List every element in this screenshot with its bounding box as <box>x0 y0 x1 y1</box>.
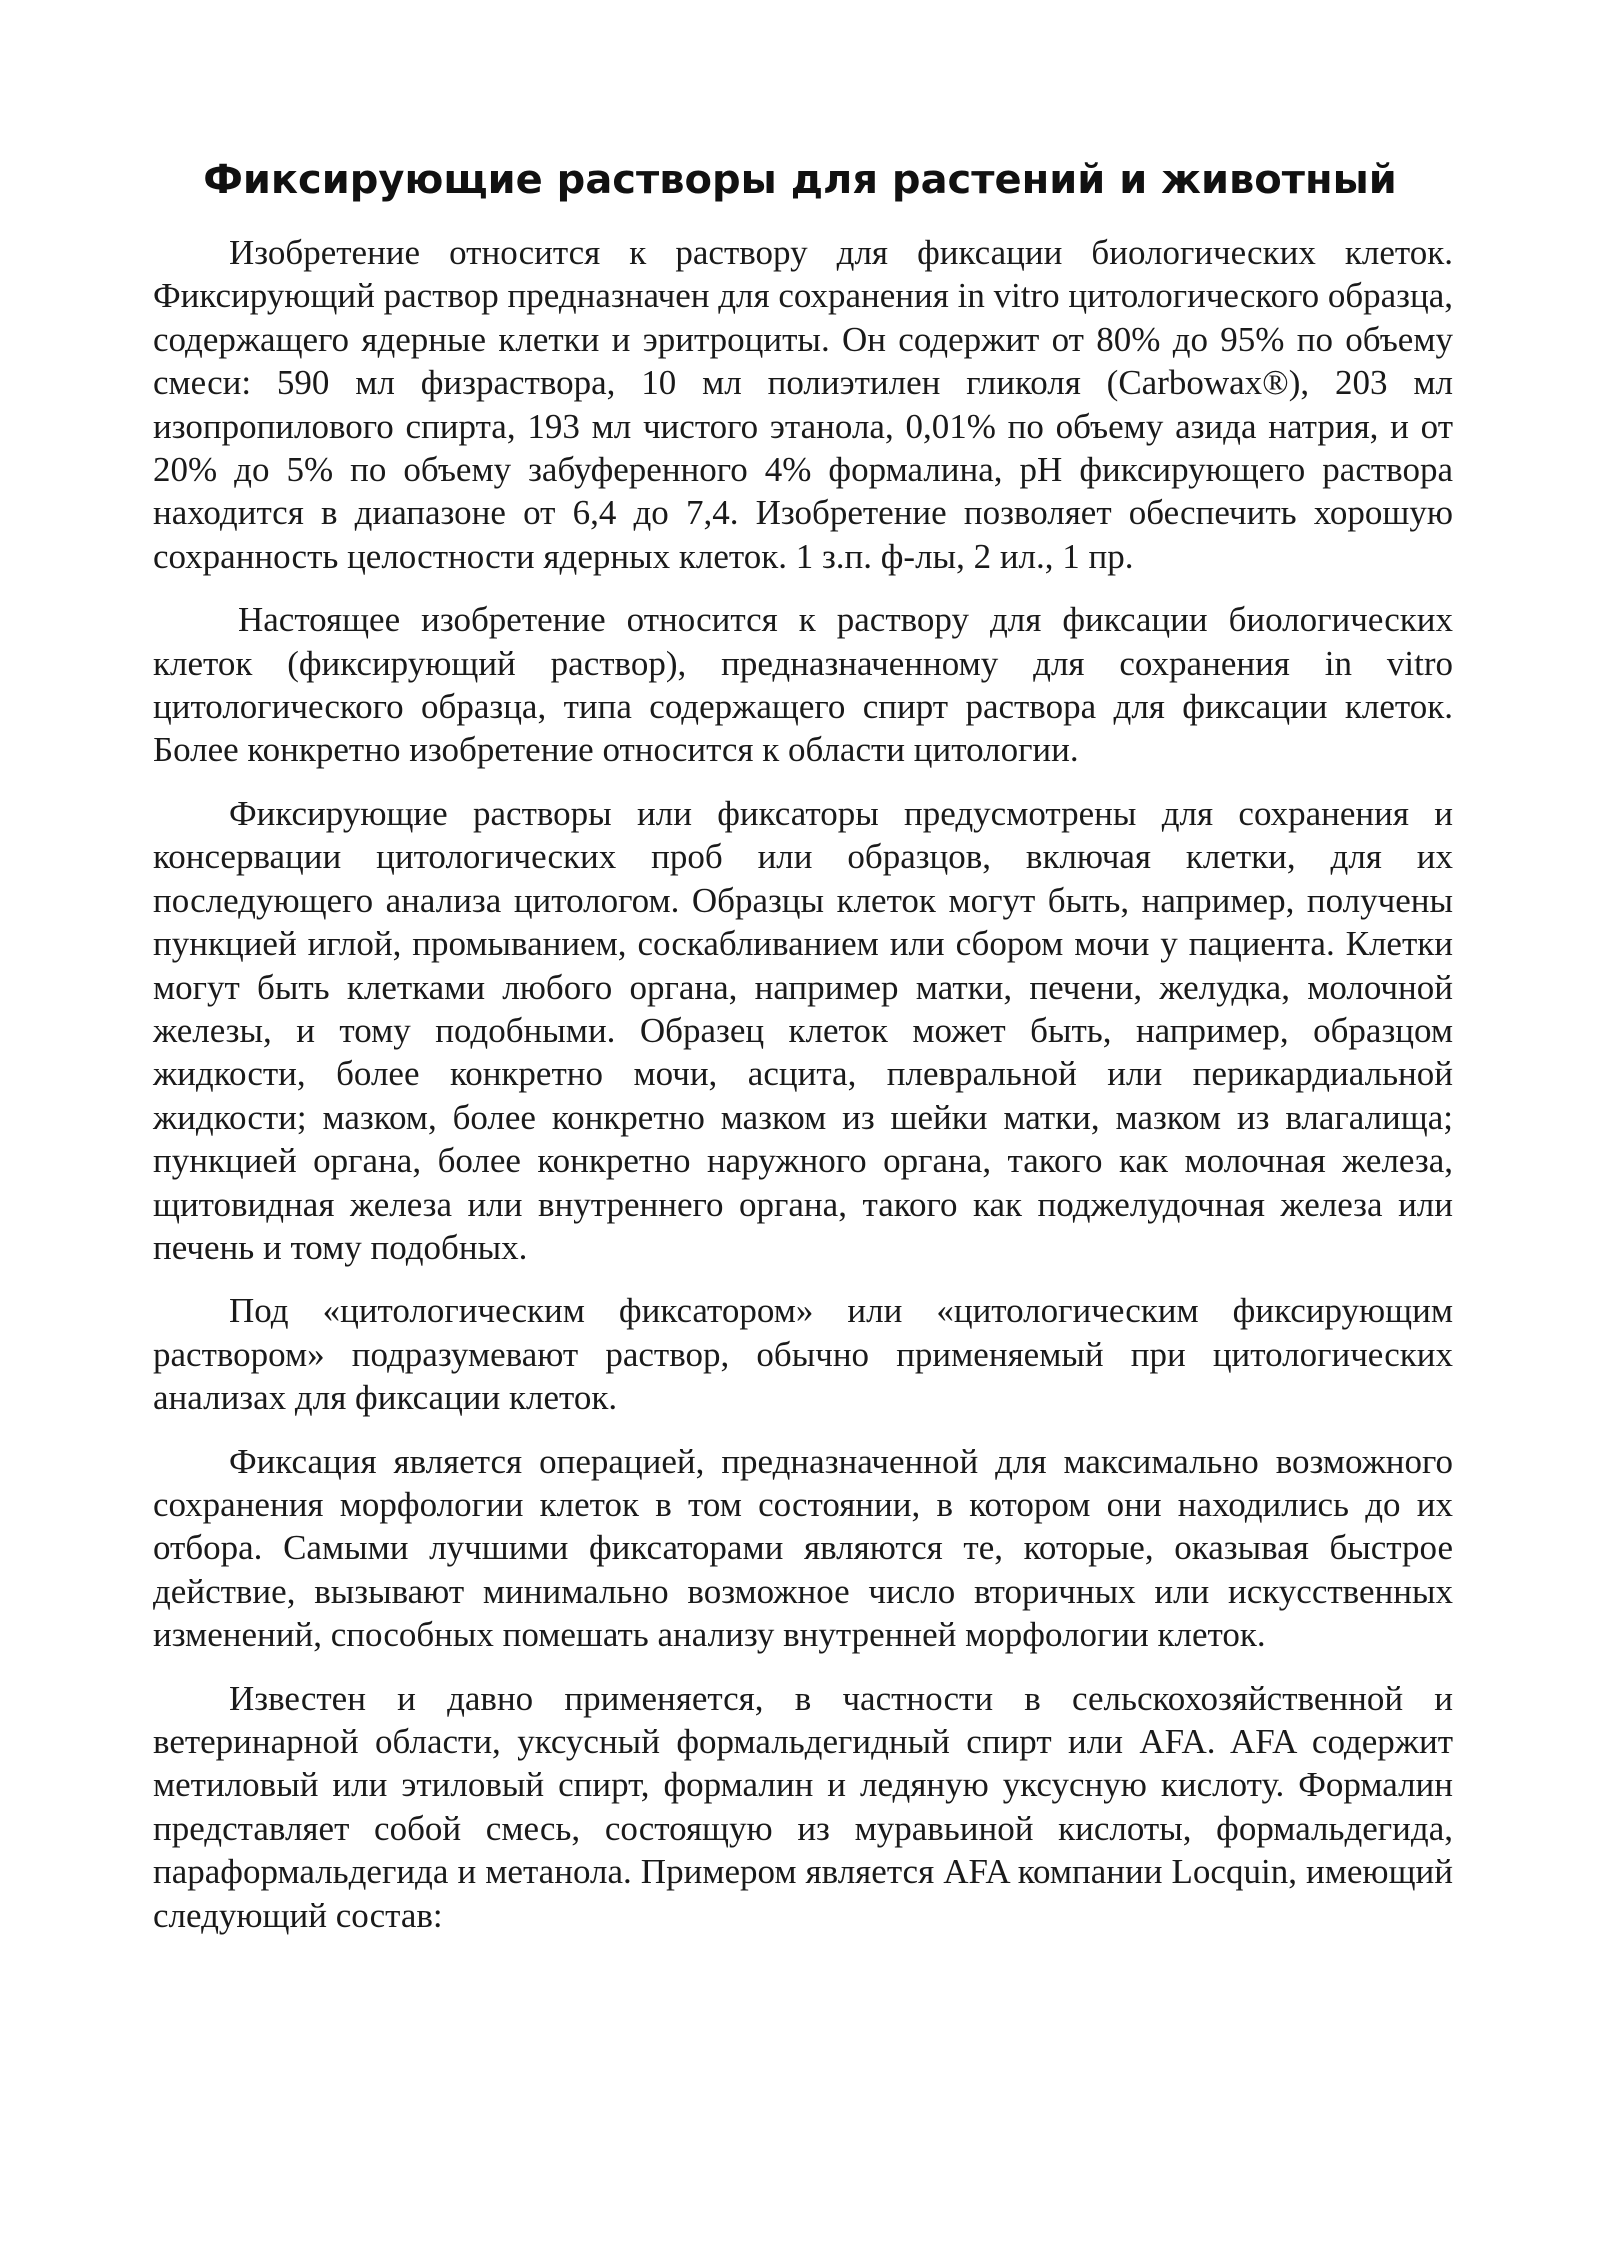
document-title: Фиксирующие растворы для растений и животный <box>203 157 1397 203</box>
paragraph-afa: Известен и давно применяется, в частности в сельскохозяйственной и ветеринарной области, уксусный формальдегидный спирт или AFA. AFA содержит метиловый или этиловый спирт, формалин и ледяную уксусную кислоту. Формалин представляет собой смесь, состоящую из муравьиной кислоты, формальдегида, параформальдегида и метанола. Примером является AFA компании Locquin, имеющий следующий состав: <box>153 1678 1453 1935</box>
paragraph-abstract: Изобретение относится к раствору для фиксации биологических клеток. Фиксирующий раствор предназначен для сохранения in vitro цитологического образца, содержащего ядерные клетки и эритроциты. Он содержит от 80% до 95% по объему смеси: 590 мл физраствора, 10 мл полиэтилен гликоля (Carbowax®), 203 мл изопропилового спирта, 193 мл чистого этанола, 0,01% по объему азида натрия, и от 20% до 5% по объему забуференного 4% формалина, pH фиксирующего раствора находится в диапазоне от 6,4 до 7,4. Изобретение позволяет обеспечить хорошую сохранность целостности ядерных клеток. 1 з.п. ф-лы, 2 ил., 1 пр. <box>153 233 1454 576</box>
paragraph-fixatives-purpose: Фиксирующие растворы или фиксаторы предусмотрены для сохранения и консервации цитологических проб или образцов, включая клетки, для их последующего анализа цитологом. Образцы клеток могут быть, например, получены пункцией иглой, промыванием, соскабливанием или сбором мочи у пациента. Клетки могут быть клетками любого органа, например матки, печени, желудка, молочной железы, и тому подобными. Образец клеток может быть, например, образцом жидкости, более конкретно мочи, асцита, плевральной или перикардиальной жидкости; мазком, более конкретно мазком из шейки матки, мазком из влагалища; пункцией органа, более конкретно наружного органа, такого как молочная железа, щитовидная железа или внутреннего органа, такого как поджелудочная железа или печень и тому подобных. <box>153 793 1453 1267</box>
document-body <box>153 231 1453 1957</box>
paragraph-field: Настоящее изобретение относится к раствору для фиксации биологических клеток (фиксирующий раствор), предназначенному для сохранения in vitro цитологического образца, типа содержащего спирт раствора для фиксации клеток. Более конкретно изобретение относится к области цитологии. <box>153 600 1453 770</box>
paragraph-definition: Под «цитологическим фиксатором» или «цитологическим фиксирующим раствором» подразумевают раствор, обычно применяемый при цитологических анализах для фиксации клеток. <box>153 1291 1453 1418</box>
paragraph-fixation: Фиксация является операцией, предназначенной для максимально возможного сохранения морфологии клеток в том состоянии, в котором они находились до их отбора. Самыми лучшими фиксаторами являются те, которые, оказывая быстрое действие, вызывают минимально возможное число вторичных или искусственных изменений, способных помешать анализу внутренней морфологии клеток. <box>153 1441 1453 1655</box>
